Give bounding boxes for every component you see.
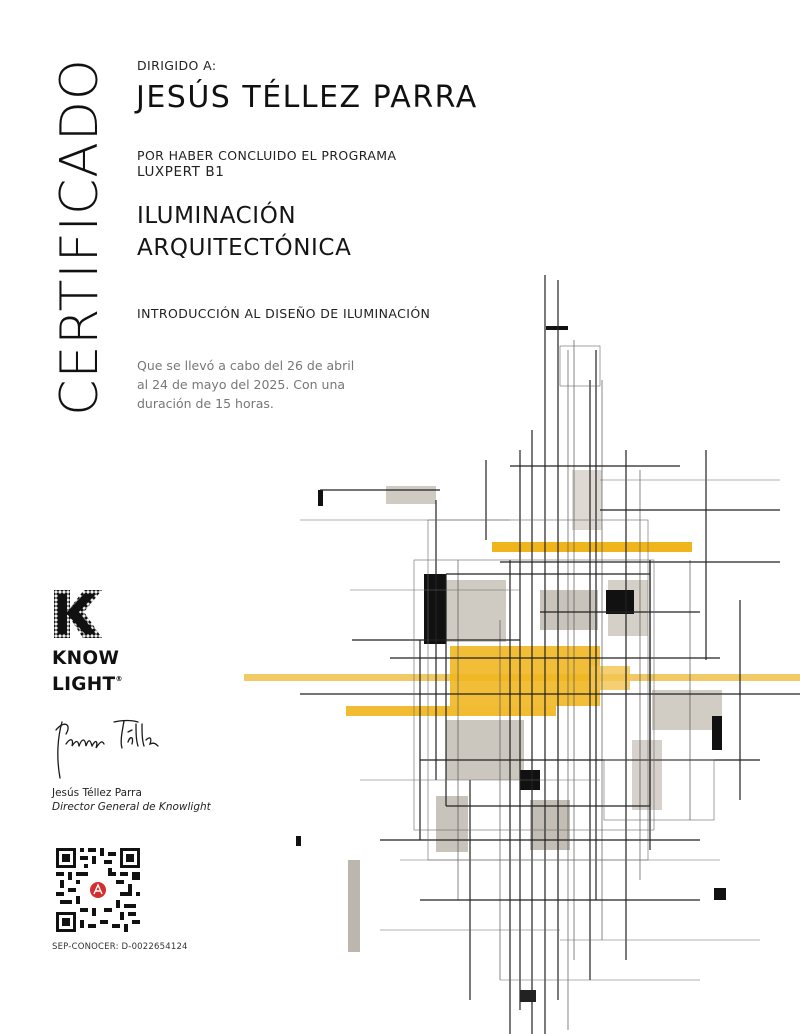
certificate-title-text: CERTIFICADO bbox=[50, 58, 110, 416]
certificate-vertical-title bbox=[44, 52, 116, 422]
sep-conocer-code: SEP-CONOCER: D-0022654124 bbox=[52, 942, 188, 952]
addressed-to-label: DIRIGIDO A: bbox=[137, 58, 217, 73]
knowlight-logo-icon bbox=[52, 588, 104, 640]
course-title-line1: ILUMINACIÓN bbox=[137, 203, 297, 229]
handwritten-signature bbox=[52, 716, 162, 782]
description-line: al 24 de mayo del 2025. Con una bbox=[137, 377, 346, 392]
description-line: Que se llevó a cabo del 26 de abril bbox=[137, 358, 355, 373]
brand-name-line2 bbox=[52, 669, 123, 695]
signer-name: Jesús Téllez Parra bbox=[52, 787, 142, 799]
description-line: duración de 15 horas. bbox=[137, 396, 274, 411]
brand-name-line1: KNOW bbox=[52, 648, 120, 669]
signer-role: Director General de Knowlight bbox=[52, 801, 211, 813]
recipient-name: JESÚS TÉLLEZ PARRA bbox=[136, 80, 478, 115]
brand-name-line2-text: LIGHT bbox=[52, 674, 116, 695]
course-title-line2: ARQUITECTÓNICA bbox=[137, 235, 352, 261]
module-label: INTRODUCCIÓN AL DISEÑO DE ILUMINACIÓN bbox=[137, 306, 431, 321]
architectural-artwork bbox=[240, 270, 800, 1034]
registered-mark: ® bbox=[115, 675, 123, 683]
brand-wordmark bbox=[52, 648, 123, 695]
course-title bbox=[137, 200, 351, 264]
program-code: LUXPERT B1 bbox=[137, 164, 225, 180]
completion-label: POR HABER CONCLUIDO EL PROGRAMA bbox=[137, 148, 397, 163]
qr-code-icon[interactable] bbox=[56, 848, 140, 932]
